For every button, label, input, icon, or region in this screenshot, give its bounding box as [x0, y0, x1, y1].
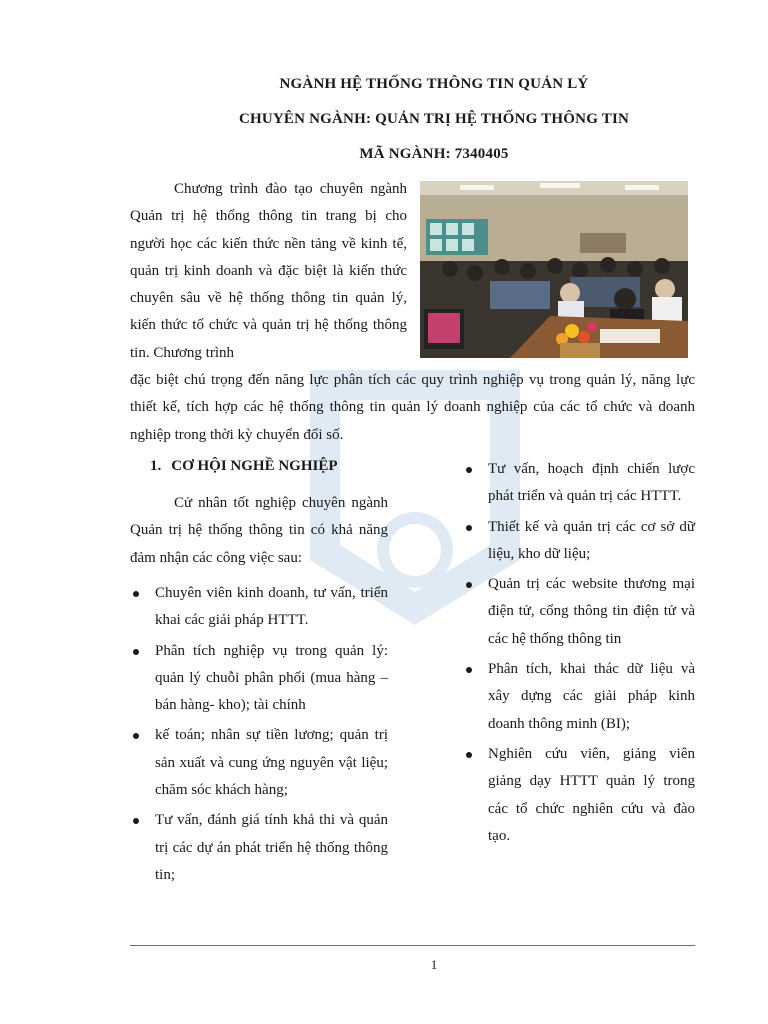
- list-item: Phân tích, khai thác dữ liệu và xây dựng các giải pháp kinh doanh thông minh (BI);: [463, 656, 695, 738]
- major-code: MÃ NGÀNH: 7340405: [359, 146, 509, 162]
- list-item: Thiết kế và quản trị các cơ sở dữ liệu, kho dữ liệu;: [463, 514, 695, 569]
- bullet-icon: [133, 733, 139, 739]
- intro-paragraph: Chương trình đào tạo chuyên ngành Quản trị hệ thống thông tin trang bị cho người học các kiến thức nền tảng về kinh tế, quản trị kinh doanh và đặc biệt là kiến thức chuyên sâu về hệ thống thông tin quản lý, kiến thức tổ chức và quản trị hệ thống thông tin. Chương trình: [130, 181, 407, 361]
- bullet-icon: [133, 818, 139, 824]
- bullet-icon: [466, 525, 472, 531]
- list-item: Chuyên viên kinh doanh, tư vấn, triển khai các giải pháp HTTT.: [130, 580, 388, 635]
- major-title: NGÀNH HỆ THỐNG THÔNG TIN QUẢN LÝ: [279, 76, 589, 92]
- bullet-icon: [133, 649, 139, 655]
- intro-paragraph-continued: đặc biệt chú trọng đến năng lực phân tích các quy trình nghiệp vụ trong quản lý, năng lực thiết kế, tích hợp các hệ thống thông tin quản lý doanh nghiệp của các tổ chức và doanh nghiệp trong thời kỳ chuyển đổi số.: [130, 372, 695, 443]
- list-item: Nghiên cứu viên, giảng viên giảng dạy HTTT quản lý trong các tổ chức nghiên cứu và đào tạo.: [463, 741, 695, 850]
- bullet-icon: [466, 667, 472, 673]
- section-heading-careers: [150, 458, 338, 475]
- bullet-icon: [466, 582, 472, 588]
- footer-divider: [130, 945, 695, 946]
- section-number: 1.: [150, 458, 162, 474]
- classroom-photo: [420, 181, 688, 358]
- list-item: Quản trị các website thương mại điện tử, cổng thông tin điện tử và các hệ thống thông tin: [463, 571, 695, 653]
- careers-intro: Cử nhân tốt nghiệp chuyên ngành Quản trị hệ thống thông tin có khả năng đảm nhận các công việc sau:: [130, 495, 388, 566]
- list-item: kế toán; nhân sự tiền lương; quản trị sản xuất và cung ứng nguyên vật liệu; chăm sóc khách hàng;: [130, 722, 388, 804]
- page-number: 1: [430, 957, 438, 972]
- section-title: CƠ HỘI NGHỀ NGHIỆP: [171, 458, 338, 474]
- bullet-icon: [466, 467, 472, 473]
- specialization-title: CHUYÊN NGÀNH: QUẢN TRỊ HỆ THỐNG THÔNG TIN: [238, 111, 630, 127]
- list-item: Tư vấn, đánh giá tính khả thi và quản trị các dự án phát triển hệ thống thông tin;: [130, 807, 388, 889]
- bullet-icon: [466, 752, 472, 758]
- bullet-icon: [133, 591, 139, 597]
- career-list-left: [130, 580, 388, 892]
- list-item: Phân tích nghiệp vụ trong quản lý: quản lý chuỗi phân phối (mua hàng – bán hàng- kho); tài chính: [130, 638, 388, 720]
- career-list-right: [463, 456, 695, 853]
- list-item: Tư vấn, hoạch định chiến lược phát triển và quản trị các HTTT.: [463, 456, 695, 511]
